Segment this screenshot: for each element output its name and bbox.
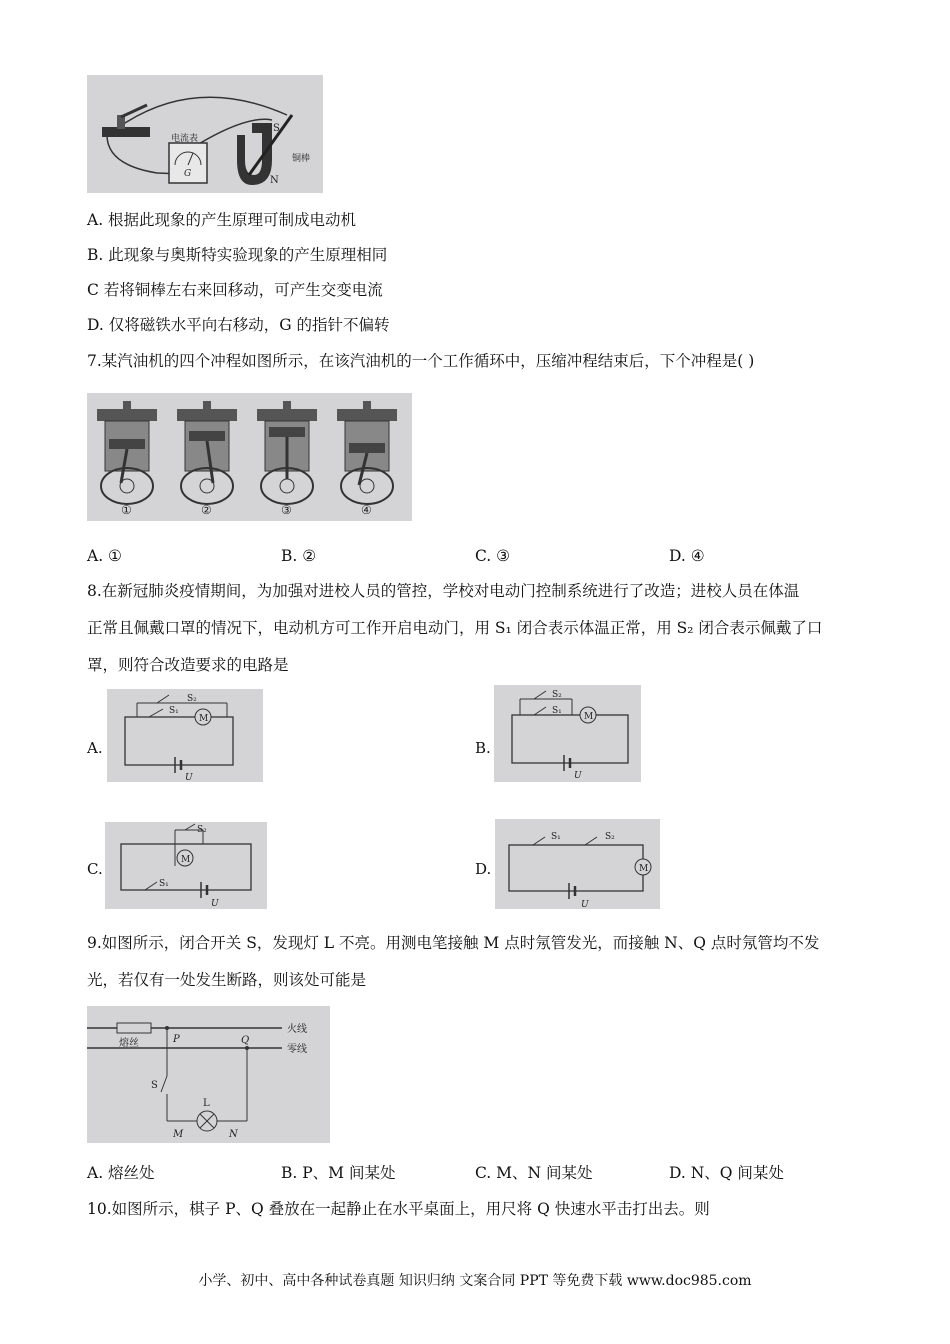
q8d-s1-label: S₁	[551, 832, 561, 842]
q8a-s2-label: S₂	[187, 694, 197, 704]
q8-option-b-label[interactable]: B.	[475, 739, 491, 757]
q8c-s1-label: S₁	[159, 879, 169, 889]
q7-figure	[87, 393, 412, 521]
q6-rod-label: 铜棒	[292, 154, 311, 164]
q9-q-label: Q	[241, 1035, 250, 1046]
q8c-s2-label: S₂	[197, 825, 207, 835]
page-footer[interactable]: 小学、初中、高中各种试卷真题 知识归纳 文案合同 PPT 等免费下载 www.doc985.com	[198, 1273, 752, 1289]
q9-option-c[interactable]: C. M、N 间某处	[475, 1164, 593, 1182]
q8-option-a-label[interactable]: A.	[87, 739, 103, 757]
q7-figure-label-2: ②	[201, 503, 212, 517]
q8b-m-label: M	[584, 712, 594, 722]
q7-option-c[interactable]: C. ③	[475, 547, 511, 565]
q8d-s2-label: S₂	[605, 832, 615, 842]
q9-n-label: N	[229, 1129, 238, 1140]
q7-figure-label-3: ③	[281, 503, 292, 517]
q9-stem-line-1: 9.如图所示，闭合开关 S，发现灯 L 不亮。用测电笔接触 M 点时氖管发光，而接触 N、Q 点时氖管均不发	[87, 934, 820, 952]
q6-option-a[interactable]: A. 根据此现象的产生原理可制成电动机	[87, 211, 357, 229]
q6-option-d[interactable]: D. 仅将磁铁水平向右移动，G 的指针不偏转	[87, 316, 390, 334]
q6-galvanometer-label: 电流表	[171, 134, 199, 144]
q8-option-c-circuit[interactable]	[105, 822, 267, 909]
q8-stem-line-1: 8.在新冠肺炎疫情期间，为加强对进校人员的管控，学校对电动门控制系统进行了改造；进校人员在体温	[87, 582, 800, 600]
q7-engine-3	[257, 401, 317, 504]
q9-s-label: S	[151, 1080, 158, 1091]
q8c-m-label: M	[181, 855, 191, 865]
q10-stem: 10.如图所示，棋子 P、Q 叠放在一起静止在水平桌面上，用尺将 Q 快速水平击打出去。则	[87, 1200, 710, 1218]
q8-option-c-label[interactable]: C.	[87, 860, 103, 878]
q6-option-c[interactable]: C 若将铜棒左右来回移动，可产生交变电流	[87, 281, 383, 299]
q7-figure-label-4: ④	[361, 503, 372, 517]
q8d-u-label: U	[581, 900, 589, 909]
q7-engine-1	[97, 401, 157, 504]
q9-live-label: 火线	[287, 1024, 307, 1035]
q7-option-a[interactable]: A. ①	[87, 547, 122, 565]
q7-stem: 7.某汽油机的四个冲程如图所示，在该汽油机的一个工作循环中，压缩冲程结束后，下个冲程是( )	[87, 352, 755, 370]
q9-neutral-label: 零线	[287, 1044, 307, 1055]
q6-figure	[87, 75, 323, 193]
q9-l-label: L	[203, 1098, 210, 1109]
q8-option-d-circuit[interactable]	[495, 819, 660, 909]
q6-g-label: G	[184, 169, 192, 179]
q9-option-a[interactable]: A. 熔丝处	[87, 1164, 155, 1182]
q9-figure	[87, 1006, 330, 1143]
q6-s-label: S	[273, 123, 280, 134]
q8b-s1-label: S₁	[552, 706, 562, 716]
q9-p-label: P	[173, 1034, 180, 1045]
q8-option-a-circuit[interactable]	[107, 689, 263, 782]
q8b-u-label: U	[574, 771, 582, 781]
q8-stem-line-3: 罩，则符合改造要求的电路是	[87, 656, 289, 674]
q8a-m-label: M	[199, 714, 209, 724]
q8c-u-label: U	[211, 899, 219, 909]
q8a-s1-label: S₁	[169, 706, 179, 716]
q7-option-b[interactable]: B. ②	[281, 547, 317, 565]
q6-n-label: N	[270, 175, 279, 186]
q7-engine-4	[337, 401, 397, 504]
q8d-m-label: M	[639, 864, 649, 874]
q6-option-b[interactable]: B. 此现象与奥斯特实验现象的产生原理相同	[87, 246, 388, 264]
q8b-s2-label: S₂	[552, 690, 562, 700]
q7-engine-2	[177, 401, 237, 504]
q8-option-d-label[interactable]: D.	[475, 860, 492, 878]
q9-option-d[interactable]: D. N、Q 间某处	[669, 1164, 784, 1182]
q7-option-d[interactable]: D. ④	[669, 547, 705, 565]
q8-stem-line-2: 正常且佩戴口罩的情况下，电动机方可工作开启电动门，用 S₁ 闭合表示体温正常，用 S₂ 闭合表示佩戴了口	[87, 619, 823, 637]
q9-m-label: M	[173, 1129, 184, 1140]
q8-option-b-circuit[interactable]	[494, 685, 641, 782]
q9-fuse-label: 熔丝	[119, 1038, 139, 1049]
q8a-u-label: U	[185, 773, 193, 782]
q7-figure-label-1: ①	[121, 503, 132, 517]
q9-option-b[interactable]: B. P、M 间某处	[281, 1164, 396, 1182]
q9-stem-line-2: 光，若仅有一处发生断路，则该处可能是	[87, 971, 367, 989]
